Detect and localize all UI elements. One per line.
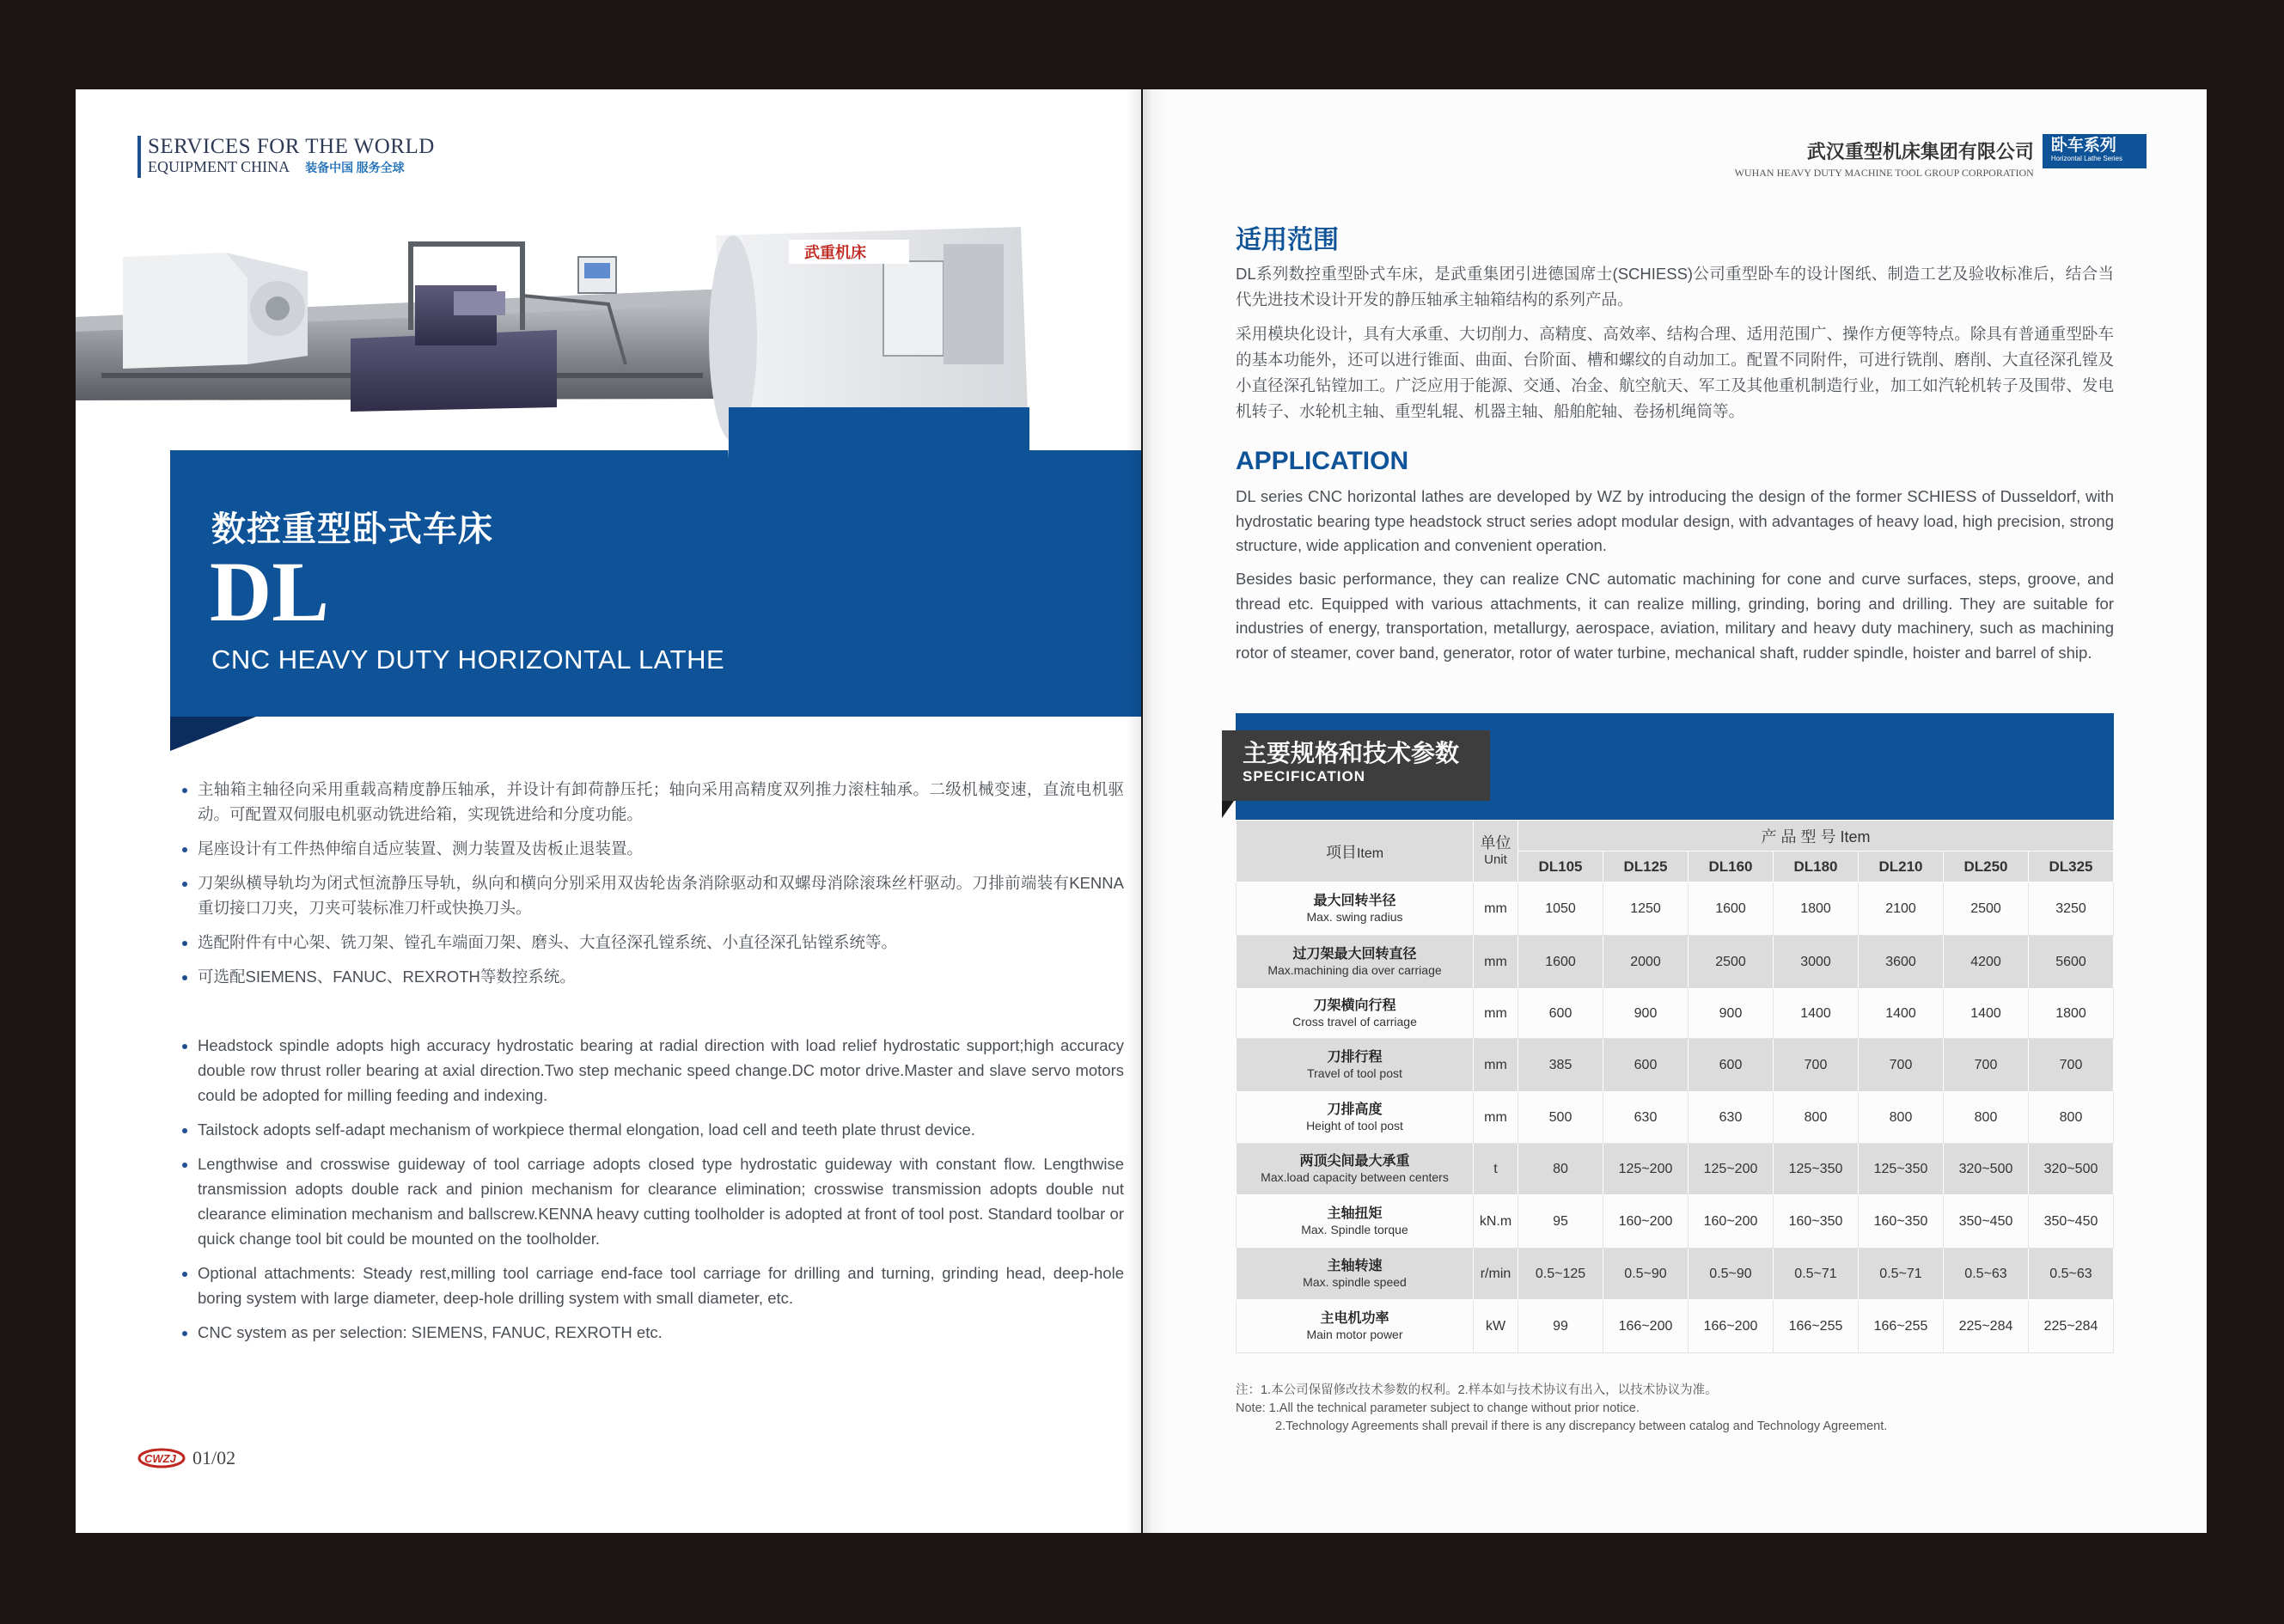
model-header: DL105	[1518, 852, 1603, 882]
svg-text:CWZJ: CWZJ	[144, 1452, 176, 1465]
spec-value: 160~350	[1774, 1195, 1859, 1249]
spec-value: 2100	[1859, 882, 1944, 936]
series-tag	[2043, 134, 2147, 168]
spec-row-label-en: Main motor power	[1306, 1327, 1403, 1341]
col-header-item: 项目Item	[1237, 821, 1474, 882]
spec-value: 125~350	[1859, 1144, 1944, 1195]
spec-value: 166~200	[1603, 1300, 1689, 1353]
spec-row-label-en: Max.machining dia over carriage	[1267, 962, 1442, 977]
company-header	[1735, 134, 2147, 180]
spec-tab-fold	[1222, 801, 1234, 818]
spec-row-label-cn: 刀架横向行程	[1313, 998, 1396, 1013]
spec-row	[1237, 1039, 2114, 1092]
spec-value: 125~200	[1689, 1144, 1774, 1195]
features-en	[177, 1033, 1124, 1354]
company-name-cn: 武汉重型机床集团有限公司	[1806, 141, 2034, 162]
spec-row	[1237, 1092, 2114, 1144]
col-header-models: 产 品 型 号 Item	[1518, 821, 2114, 852]
spec-value: 350~450	[2029, 1195, 2114, 1249]
spec-value: 630	[1689, 1092, 1774, 1144]
spec-unit: mm	[1474, 1039, 1518, 1092]
spec-row-label-cn: 主电机功率	[1320, 1310, 1389, 1326]
book-fold-shadow	[1126, 89, 1169, 1533]
feature-cn-item: • 尾座设计有工件热伸缩自适应装置、测力装置及齿板止退装置。	[198, 836, 1124, 861]
spec-value: 600	[1603, 1039, 1689, 1092]
spec-unit: kW	[1474, 1300, 1518, 1353]
spec-value: 385	[1518, 1039, 1603, 1092]
spec-row	[1237, 882, 2114, 936]
spec-value: 1400	[1859, 989, 1944, 1039]
hero-title-cn: 数控重型卧式车床	[211, 510, 493, 548]
spec-title-cn: 主要规格和技术参数	[1243, 740, 1460, 766]
spec-value: 99	[1518, 1300, 1603, 1353]
company-name-en: WUHAN HEAVY DUTY MACHINE TOOL GROUP CORPORATION	[1734, 167, 2034, 179]
spec-row-label-cn: 主轴转速	[1327, 1258, 1383, 1273]
spec-unit: mm	[1474, 936, 1518, 989]
spec-row-label-en: Max. spindle speed	[1303, 1274, 1407, 1289]
spec-value: 600	[1518, 989, 1603, 1039]
spec-value: 3250	[2029, 882, 2114, 936]
spec-unit: mm	[1474, 989, 1518, 1039]
services-line2-text: EQUIPMENT CHINA	[148, 158, 290, 175]
spec-row-label-en: Cross travel of carriage	[1292, 1014, 1417, 1029]
spec-value: 80	[1518, 1144, 1603, 1195]
spec-value: 700	[1944, 1039, 2029, 1092]
spec-value: 320~500	[1944, 1144, 2029, 1195]
slogan-cn: 装备中国 服务全球	[305, 162, 405, 175]
spec-value: 160~200	[1603, 1195, 1689, 1249]
spec-unit: mm	[1474, 882, 1518, 936]
spec-value: 500	[1518, 1092, 1603, 1144]
spec-unit: kN.m	[1474, 1195, 1518, 1249]
spec-value: 630	[1603, 1092, 1689, 1144]
spec-unit: mm	[1474, 1092, 1518, 1144]
spec-value: 800	[2029, 1092, 2114, 1144]
notes	[1236, 1382, 1887, 1436]
spec-value: 1400	[1774, 989, 1859, 1039]
feature-en-item: • Lengthwise and crosswise guideway of tool carriage adopts closed type hydrostatic guideway with constant flow. Lengthwise transmission adopts double rack and pinion mechanism for clearance elimination; crosswise transmission adopts double nut clearance elimination mechanism and ballscrew.KENNA heavy cutting toolholder is adopted at front of tool post. Standard toolbar or quick change tool bit could be mounted on the toolholder.	[198, 1151, 1124, 1251]
feature-en-item: • Tailstock adopts self-adapt mechanism of workpiece thermal elongation, load cell and teeth plate thrust device.	[198, 1117, 1124, 1142]
scope-paragraph-2: 采用模块化设计，具有大承重、大切削力、高精度、高效率、结构合理、适用范围广、操作方便等特点。除具有普通重型卧车的基本功能外，还可以进行锥面、曲面、台阶面、槽和螺纹的自动加工。配置不同附件，可进行铣削、磨削、大直径深孔镗及小直径深孔钻镗加工。广泛应用于能源、交通、冶金、航空航天、军工及其他重机制造行业，加工如汽轮机转子及围带、发电机转子、水轮机主轴、重型轧辊、机器主轴、船舶舵轴、卷扬机绳筒等。	[1236, 325, 2114, 420]
spec-value: 700	[1774, 1039, 1859, 1092]
spec-row-label-en: Travel of tool post	[1307, 1065, 1402, 1080]
spec-row-label-cn: 最大回转半径	[1313, 893, 1396, 908]
headstock-logo	[789, 240, 909, 264]
spec-row-label-cn: 两顶尖间最大承重	[1299, 1153, 1410, 1169]
spec-value: 1800	[2029, 989, 2114, 1039]
feature-en-item: • Headstock spindle adopts high accuracy hydrostatic bearing at radial direction with load relief hydrostatic support;high accuracy double row thrust roller bearing at axial direction.Two step mechanic speed change.DC motor drive.Master and slave servo motors could be adopted for milling feeding and indexing.	[198, 1033, 1124, 1108]
spec-value: 225~284	[2029, 1300, 2114, 1353]
spec-row-label-en: Max.load capacity between centers	[1261, 1169, 1449, 1184]
spec-value: 160~350	[1859, 1195, 1944, 1249]
series-tag-cn: 卧车系列	[2050, 137, 2116, 155]
spec-value: 4200	[1944, 936, 2029, 989]
feature-cn-item: • 刀架纵横导轨均为闭式恒流静压导轨，纵向和横向分别采用双齿轮齿条消除驱动和双螺母消除滚珠丝杆驱动。刀排前端装有KENNA重切接口刀夹，刀夹可装标准刀杆或快换刀头。	[198, 870, 1124, 920]
spec-row	[1237, 989, 2114, 1039]
model-header: DL210	[1859, 852, 1944, 882]
note-en-1: Note: 1.All the technical parameter subject to change without prior notice.	[1236, 1401, 1640, 1415]
spec-row-label	[1237, 1092, 1474, 1144]
spec-title-tab	[1222, 730, 1490, 801]
services-line1: SERVICES FOR THE WORLD	[148, 135, 435, 158]
spec-value: 2500	[1689, 936, 1774, 989]
spec-value: 5600	[2029, 936, 2114, 989]
spec-value: 166~200	[1689, 1300, 1774, 1353]
spec-row-label-en: Max. Spindle torque	[1301, 1222, 1408, 1236]
services-header	[137, 136, 435, 178]
spec-value: 800	[1774, 1092, 1859, 1144]
spec-value: 900	[1603, 989, 1689, 1039]
page-footer	[137, 1447, 235, 1469]
spec-value: 900	[1689, 989, 1774, 1039]
spec-value: 95	[1518, 1195, 1603, 1249]
feature-cn-item: • 主轴箱主轴径向采用重载高精度静压轴承，并设计有卸荷静压托；轴向采用高精度双列推力滚柱轴承。二级机械变速，直流电机驱动。可配置双伺服电机驱动铣进给箱，实现铣进给和分度功能。	[198, 777, 1124, 827]
spec-unit: t	[1474, 1144, 1518, 1195]
company-logo	[137, 1447, 186, 1469]
spec-row-label	[1237, 1144, 1474, 1195]
right-page	[1143, 89, 2207, 1533]
spec-value: 800	[1859, 1092, 1944, 1144]
spec-value: 1050	[1518, 882, 1603, 936]
spec-value: 1250	[1603, 882, 1689, 936]
tailstock	[123, 253, 247, 369]
model-header: DL250	[1944, 852, 2029, 882]
spec-value: 0.5~63	[2029, 1249, 2114, 1300]
spec-value: 350~450	[1944, 1195, 2029, 1249]
svg-text:武重机床: 武重机床	[804, 244, 866, 261]
note-cn: 注：1.本公司保留修改技术参数的权利。2.样本如与技术协议有出入，以技术协议为准。	[1236, 1383, 1718, 1397]
note-en-2: 2.Technology Agreements shall prevail if there is any discrepancy between catalog and Technology Agreement.	[1275, 1419, 1888, 1433]
hero-model: DL	[210, 544, 329, 639]
spec-row	[1237, 936, 2114, 989]
spec-value: 160~200	[1689, 1195, 1774, 1249]
spec-row-label	[1237, 1300, 1474, 1353]
features-cn	[177, 777, 1124, 998]
spec-value: 1800	[1774, 882, 1859, 936]
spec-value: 700	[1859, 1039, 1944, 1092]
spec-row-label-cn: 主轴扭矩	[1327, 1206, 1383, 1221]
spec-value: 0.5~63	[1944, 1249, 2029, 1300]
spec-value: 166~255	[1859, 1300, 1944, 1353]
hero-title-en: CNC HEAVY DUTY HORIZONTAL LATHE	[211, 644, 725, 675]
spec-value: 700	[2029, 1039, 2114, 1092]
spec-value: 1400	[1944, 989, 2029, 1039]
feature-en-item: • Optional attachments: Steady rest,milling tool carriage end-face tool carriage for drilling and turning, grinding head, deep-hole boring system with large diameter, deep-hole drilling system with small diameter, etc.	[198, 1261, 1124, 1310]
series-tag-en: Horizontal Lathe Series	[2050, 155, 2122, 162]
spec-value: 125~200	[1603, 1144, 1689, 1195]
model-header: DL325	[2029, 852, 2114, 882]
spec-row-label	[1237, 882, 1474, 936]
application-title: APPLICATION	[1236, 447, 1409, 475]
spec-row-label	[1237, 1249, 1474, 1300]
spec-value: 600	[1689, 1039, 1774, 1092]
spec-row-label-en: Height of tool post	[1306, 1118, 1403, 1133]
spec-value: 125~350	[1774, 1144, 1859, 1195]
model-header: DL180	[1774, 852, 1859, 882]
spec-value: 0.5~90	[1689, 1249, 1774, 1300]
spec-row	[1237, 1249, 2114, 1300]
spec-row-label-cn: 刀排行程	[1327, 1049, 1383, 1065]
spec-value: 166~255	[1774, 1300, 1859, 1353]
scope-title: 适用范围	[1236, 226, 1339, 254]
spec-unit: r/min	[1474, 1249, 1518, 1300]
spec-row	[1237, 1195, 2114, 1249]
spec-row-label	[1237, 1039, 1474, 1092]
spec-row-label	[1237, 989, 1474, 1039]
spec-value: 0.5~71	[1774, 1249, 1859, 1300]
spec-value: 3600	[1859, 936, 1944, 989]
spec-value: 225~284	[1944, 1300, 2029, 1353]
spec-row-label-cn: 过刀架最大回转直径	[1292, 946, 1417, 962]
spec-row	[1237, 1144, 2114, 1195]
spec-value: 0.5~90	[1603, 1249, 1689, 1300]
spec-title-en: SPECIFICATION	[1243, 768, 1366, 785]
feature-cn-item: • 可选配SIEMENS、FANUC、REXROTH等数控系统。	[198, 964, 1124, 989]
hero-panel-corner	[170, 717, 256, 751]
spec-row-label-cn: 刀排高度	[1327, 1102, 1383, 1117]
spec-value: 3000	[1774, 936, 1859, 989]
left-page	[76, 89, 1141, 1533]
spec-value: 1600	[1518, 936, 1603, 989]
spec-row-label	[1237, 1195, 1474, 1249]
page-number: 01/02	[192, 1447, 236, 1468]
spec-value: 0.5~71	[1859, 1249, 1944, 1300]
spec-value: 2500	[1944, 882, 2029, 936]
spec-row	[1237, 1300, 2114, 1353]
spec-value: 0.5~125	[1518, 1249, 1603, 1300]
spec-table	[1236, 820, 2114, 1353]
feature-en-item: • CNC system as per selection: SIEMENS, FANUC, REXROTH etc.	[198, 1320, 1124, 1345]
scope-paragraph-1: DL系列数控重型卧式车床，是武重集团引进德国席士(SCHIESS)公司重型卧车的设计图纸、制造工艺及验收标准后，结合当代先进技术设计开发的静压轴承主轴箱结构的系列产品。	[1236, 265, 2114, 308]
model-header: DL160	[1689, 852, 1774, 882]
services-line2	[148, 158, 435, 178]
spec-value: 800	[1944, 1092, 2029, 1144]
spec-row-label	[1237, 936, 1474, 989]
application-paragraph-1: DL series CNC horizontal lathes are developed by WZ by introducing the design of the former SCHIESS of Dusseldorf, with hydrostatic bearing type headstock struct series adopt modular design, with advantages of heavy load, high precision, strong structure, wide application and convenient operation.	[1236, 487, 2114, 554]
col-header-unit: 单位 Unit	[1474, 821, 1518, 882]
spec-value: 320~500	[2029, 1144, 2114, 1195]
feature-cn-item: • 选配附件有中心架、铣刀架、镗孔车端面刀架、磨头、大直径深孔镗系统、小直径深孔钻镗系统等。	[198, 930, 1124, 955]
spec-value: 1600	[1689, 882, 1774, 936]
spec-value: 2000	[1603, 936, 1689, 989]
spec-row-label-en: Max. swing radius	[1306, 909, 1403, 924]
model-header: DL125	[1603, 852, 1689, 882]
application-paragraph-2: Besides basic performance, they can realize CNC automatic machining for cone and curve surfaces, steps, groove, and thread etc. Equipped with various attachments, it can realize milling, grinding, boring and drilling. They are suitable for industries of energy, transportation, metallurgy, aerospace, aviation, military and heavy duty machinery, such as machining rotor of steamer, cover band, generator, rotor of water turbine, mechanical shaft, rudder spindle, hoister and barrel of ship.	[1236, 570, 2114, 662]
